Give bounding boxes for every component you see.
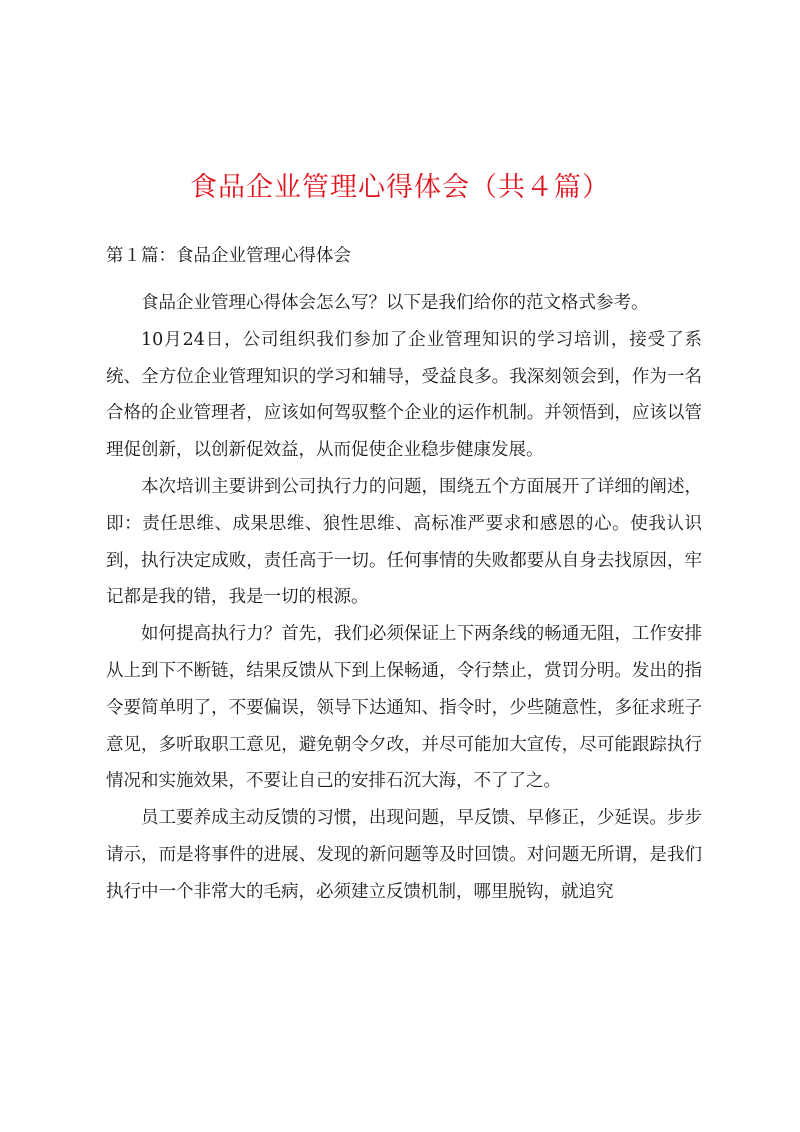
paragraph: 本次培训主要讲到公司执行力的问题，围绕五个方面展开了详细的阐述，即：责任思维、成果思维、狼性思维、高标准严要求和感恩的心。使我认识到，执行决定成败，责任高于一切。任何事情的失败都要从自身去找原因，牢记都是我的错，我是一切的根源。 bbox=[106, 476, 702, 608]
section-heading: 第１篇：食品企业管理心得体会 bbox=[106, 246, 351, 266]
paragraph: 10月24日，公司组织我们参加了企业管理知识的学习培训，接受了系统、全方位企业管理知识的学习和辅导，受益良多。我深刻领会到，作为一名合格的企业管理者，应该如何驾驭整个企业的运作机制。并领悟到，应该以管理促创新，以创新促效益，从而促使企业稳步健康发展。 bbox=[106, 329, 702, 461]
document-body bbox=[106, 285, 702, 911]
paragraph: 员工要养成主动反馈的习惯，出现问题，早反馈、早修正，少延误。步步请示，而是将事件的进展、发现的新问题等及时回馈。对问题无所谓，是我们执行中一个非常大的毛病，必须建立反馈机制，哪里脱钩，就追究 bbox=[106, 808, 702, 902]
paragraph: 食品企业管理心得体会怎么写？以下是我们给你的范文格式参考。 bbox=[141, 293, 649, 313]
document-title: 食品企业管理心得体会（共４篇） bbox=[190, 172, 610, 203]
paragraph: 如何提高执行力？首先，我们必须保证上下两条线的畅通无阻，工作安排从上到下不断链，结果反馈从下到上保畅通，令行禁止，赏罚分明。发出的指令要简单明了，不要偏误，领导下达通知、指令时，少些随意性，多征求班子意见，多听取职工意见，避免朝令夕改，并尽可能加大宣传，尽可能跟踪执行情况和实施效果，不要让自己的安排石沉大海，不了了之。 bbox=[106, 624, 702, 792]
